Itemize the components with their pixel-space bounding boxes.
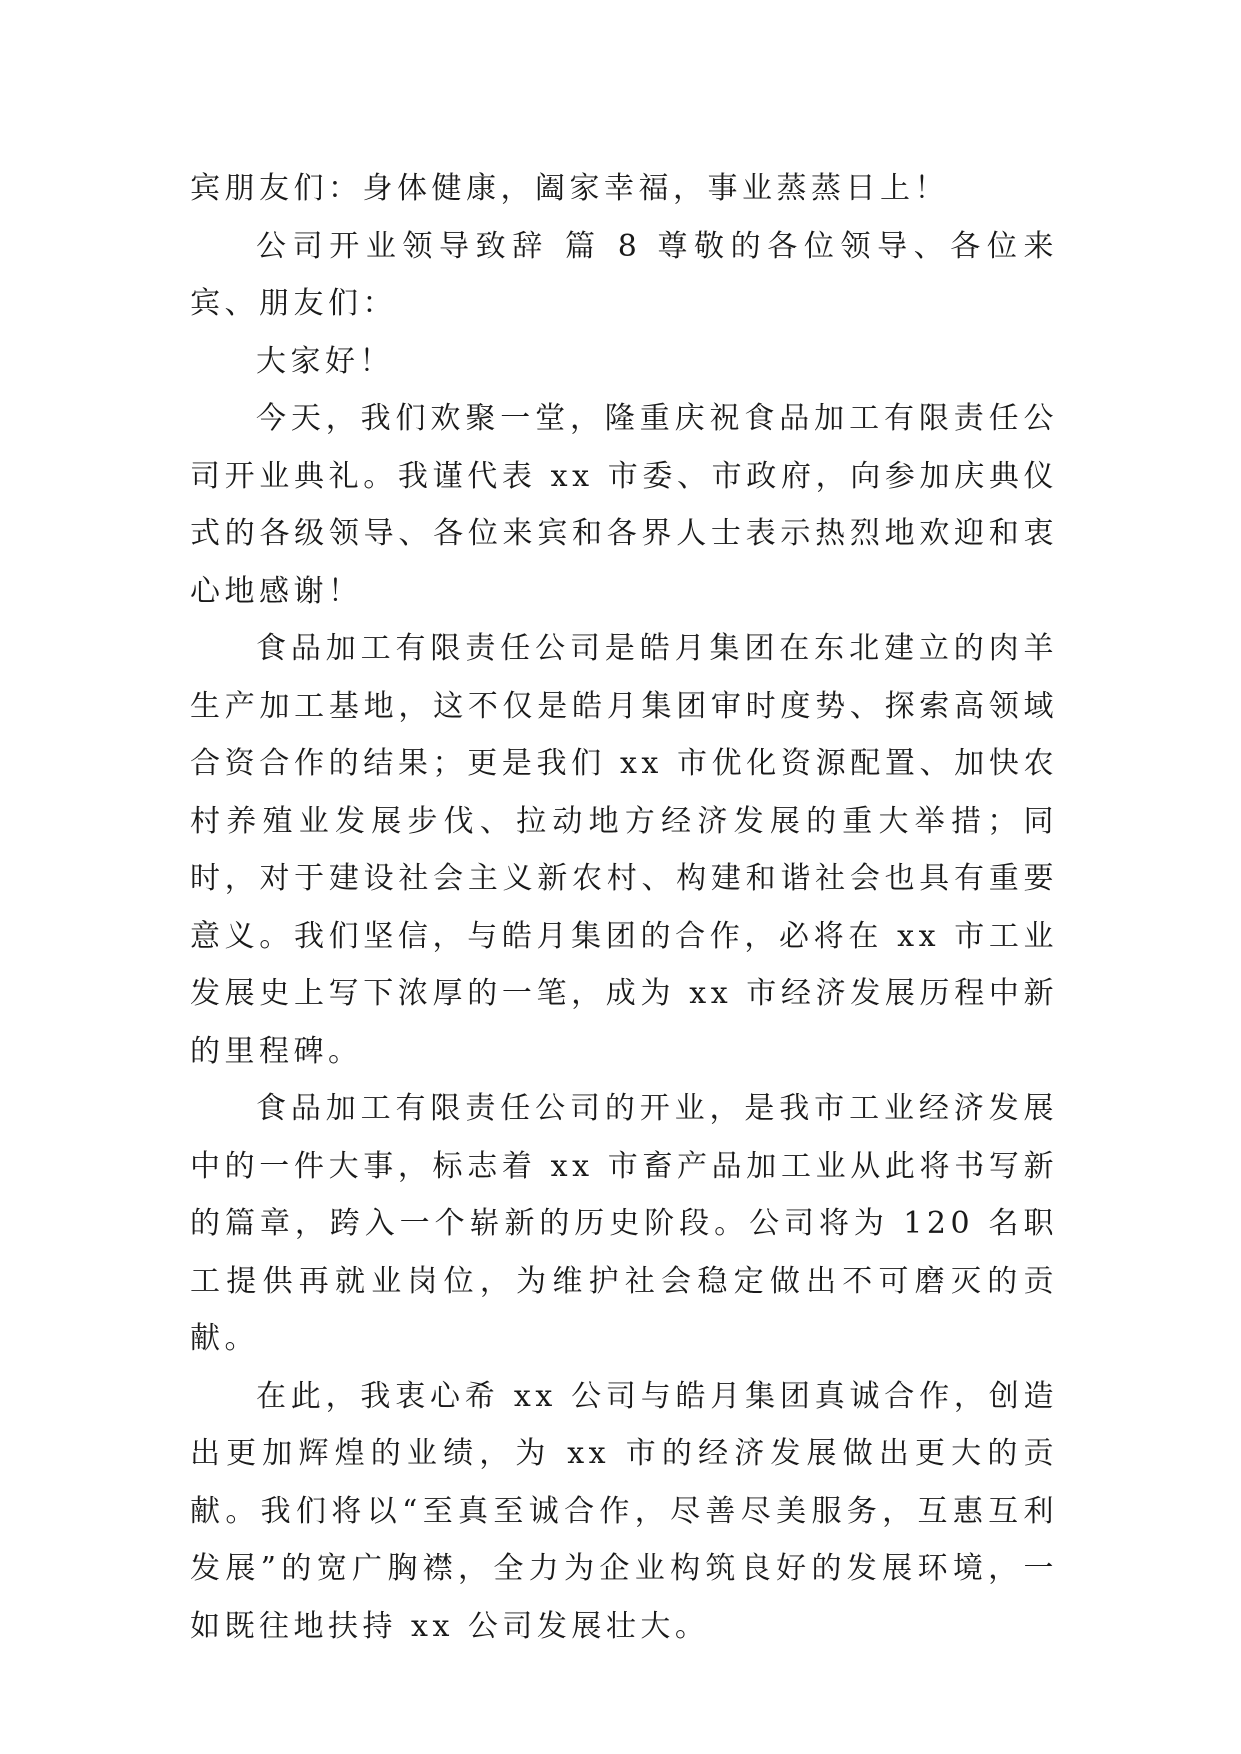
paragraph-company-background: 食品加工有限责任公司是皓月集团在东北建立的肉羊生产加工基地，这不仅是皓月集团审时度势、探索高领域合资合作的结果；更是我们 xx 市优化资源配置、加快农村养殖业发展步伐、拉动地方经济发展的重大举措；同时，对于建设社会主义新农村、构建和谐社会也具有重要意义。我们坚信，与皓月集团的合作，必将在 xx 市工业发展史上写下浓厚的一笔，成为 xx 市经济发展历程中新的里程碑。 [190,631,1058,1069]
paragraph-speech-heading: 公司开业领导致辞 篇 8 尊敬的各位领导、各位来宾、朋友们： [190,228,1058,321]
paragraph-wishes: 在此，我衷心希 xx 公司与皓月集团真诚合作，创造出更加辉煌的业绩，为 xx 市的经济发展做出更大的贡献。我们将以“至真至诚合作，尽善尽美服务，互惠互利发展”的宽广胸襟，全力为企业构筑良好的发展环境，一如既往地扶持 xx 公司发展壮大。 [190,1378,1058,1644]
paragraph-significance: 食品加工有限责任公司的开业，是我市工业经济发展中的一件大事，标志着 xx 市畜产品加工业从此将书写新的篇章，跨入一个崭新的历史阶段。公司将为 120 名职工提供再就业岗位，为维护社会稳定做出不可磨灭的贡献。 [190,1091,1058,1356]
paragraph-greeting: 大家好！ [256,343,394,379]
paragraph-closing-wishes: 宾朋友们：身体健康，阖家幸福，事业蒸蒸日上！ [190,171,949,206]
document-body [190,160,1058,1655]
paragraph-opening: 今天，我们欢聚一堂，隆重庆祝食品加工有限责任公司开业典礼。我谨代表 xx 市委、市政府，向参加庆典仪式的各级领导、各位来宾和各界人士表示热烈地欢迎和衷心地感谢！ [190,401,1058,609]
